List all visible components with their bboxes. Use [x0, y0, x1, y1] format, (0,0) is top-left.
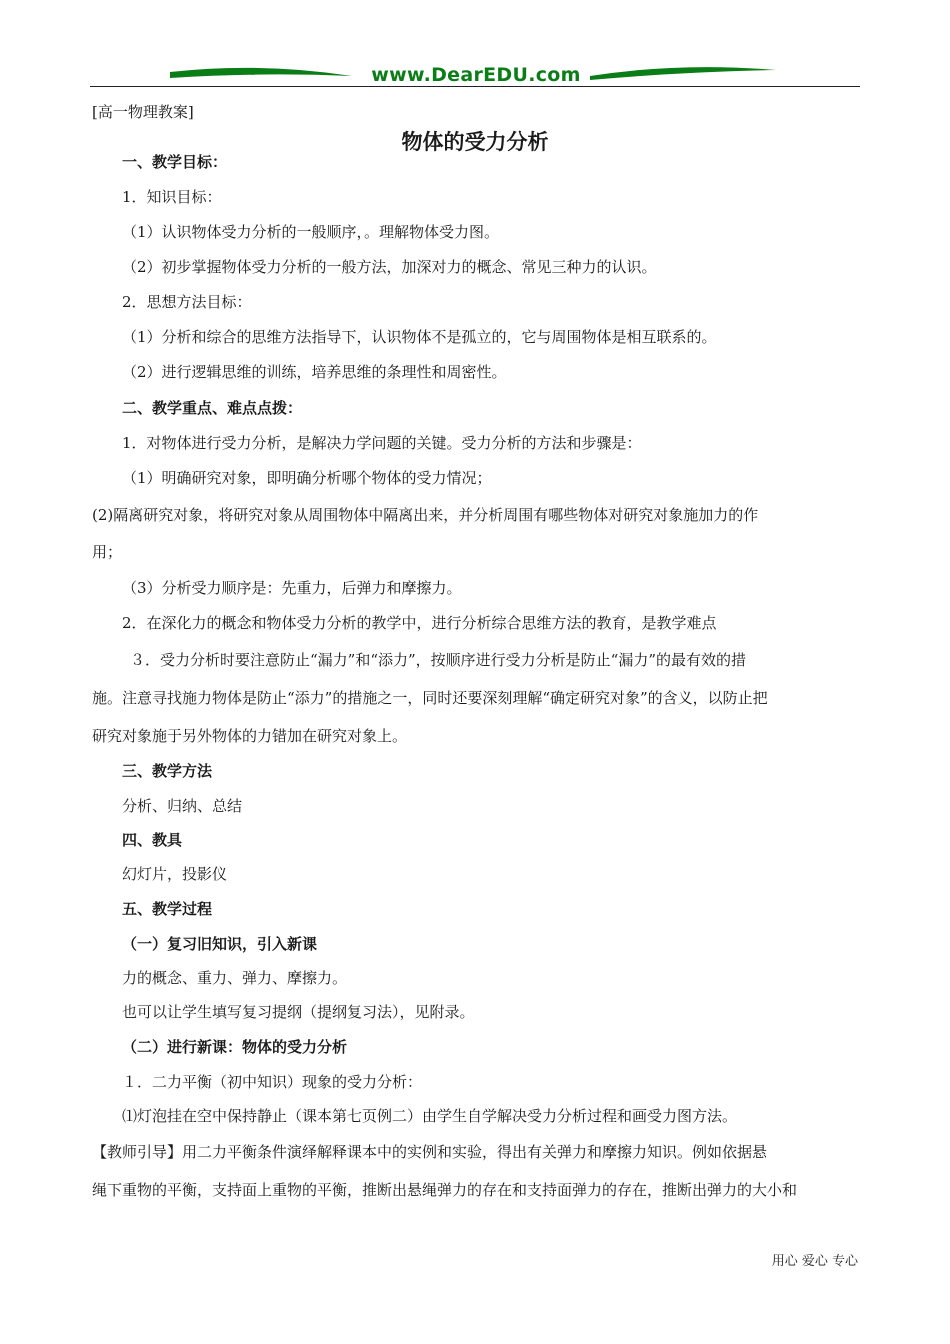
paragraph: 分析、归纳、总结 [122, 797, 243, 815]
paragraph: （3）分析受力顺序是：先重力，后弹力和摩擦力。 [122, 579, 462, 597]
paragraph: （1）明确研究对象，即明确分析哪个物体的受力情况； [122, 469, 492, 487]
paragraph: 1．对物体进行受力分析，是解决力学问题的关键。受力分析的方法和步骤是： [122, 434, 642, 452]
paragraph: 力的概念、重力、弹力、摩擦力。 [122, 969, 348, 987]
site-logo-text: www.DearEDU.com [371, 64, 581, 86]
paragraph: 幻灯片，投影仪 [122, 865, 228, 883]
paragraph: 研究对象施于另外物体的力错加在研究对象上。 [92, 727, 408, 745]
goal-item: （1）认识物体受力分析的一般顺序，。理解物体受力图。 [122, 223, 500, 241]
section-1-heading: 一、教学目标： [122, 153, 228, 171]
paragraph: 2．在深化力的概念和物体受力分析的教学中，进行分析综合思维方法的教育，是教学难点 [122, 614, 717, 632]
section-4-heading: 四、教具 [122, 831, 183, 849]
doc-tag: [高一物理教案] [92, 103, 194, 121]
method-goal: 2．思想方法目标： [122, 293, 252, 311]
paragraph: ３．受力分析时要注意防止“漏力”和“添力”，按顺序进行受力分析是防止“漏力”的最有效的措 [130, 651, 747, 669]
subsection-heading: （一）复习旧知识，引入新课 [122, 935, 318, 953]
knowledge-goal: 1．知识目标： [122, 188, 222, 206]
banner-right-swoosh [590, 67, 776, 80]
paragraph: 施。注意寻找施力物体是防止“添力”的措施之一，同时还要深刻理解“确定研究对象”的含义，以防止把 [92, 689, 768, 707]
header-rule [90, 86, 860, 87]
page-footer: 用心 爱心 专心 [771, 1254, 858, 1269]
paragraph: １．二力平衡（初中知识）现象的受力分析： [122, 1073, 423, 1091]
section-5-heading: 五、教学过程 [122, 900, 213, 918]
paragraph: ⑴灯泡挂在空中保持静止（课本第七页例二）由学生自学解决受力分析过程和画受力图方法。 [122, 1107, 738, 1125]
paragraph: 绳下重物的平衡，支持面上重物的平衡，推断出悬绳弹力的存在和支持面弹力的存在，推断出弹力的大小和 [92, 1181, 798, 1199]
goal-item: （2）初步掌握物体受力分析的一般方法，加深对力的概念、常见三种力的认识。 [122, 258, 657, 276]
goal-item: （1）分析和综合的思维方法指导下，认识物体不是孤立的，它与周围物体是相互联系的。 [122, 328, 717, 346]
banner-left-swoosh [170, 68, 352, 78]
goal-item: （2）进行逻辑思维的训练，培养思维的条理性和周密性。 [122, 363, 507, 381]
paragraph: 也可以让学生填写复习提纲（提纲复习法），见附录。 [122, 1003, 475, 1021]
subsection-heading: （二）进行新课：物体的受力分析 [122, 1038, 348, 1056]
page-title: 物体的受力分析 [401, 130, 549, 154]
section-3-heading: 三、教学方法 [122, 762, 213, 780]
paragraph: 【教师引导】用二力平衡条件演绎解释课本中的实例和实验，得出有关弹力和摩擦力知识。例如依据悬 [92, 1143, 768, 1161]
section-2-heading: 二、教学重点、难点点拨： [122, 399, 303, 417]
paragraph: (2)隔离研究对象，将研究对象从周围物体中隔离出来，并分析周围有哪些物体对研究对象施加力的作 [92, 506, 759, 524]
paragraph: 用； [92, 543, 123, 561]
